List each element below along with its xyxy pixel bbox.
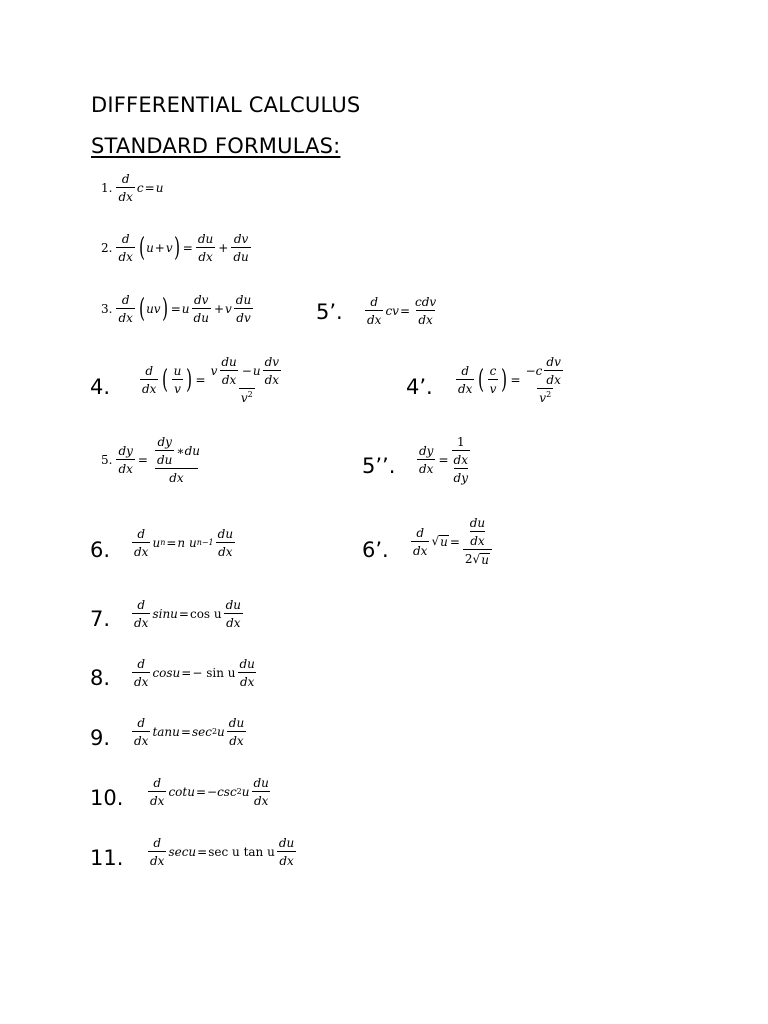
formula-number: 5.: [101, 453, 113, 467]
formula-1: 1. d dx c = u: [101, 172, 164, 204]
formula-number-11: 11.: [90, 846, 124, 870]
formula-number-8: 8.: [90, 666, 111, 690]
formula-6: d dx u n = n u n−1 du dx: [134, 527, 234, 559]
formula-number-10: 10.: [90, 786, 124, 810]
formula-4-prime: d dx ( c v ) = −c dv dx $v^2$: [454, 356, 569, 404]
formula-8: d dx cosu = − sin u du dx: [134, 657, 255, 689]
title-standard-formulas: STANDARD FORMULAS:: [91, 134, 341, 158]
formula-number: 1.: [101, 181, 113, 195]
formula-9: d dx tanu = sec 2 u du dx: [134, 716, 245, 748]
formula-10: d dx cotu = −csc 2 u du dx: [150, 776, 269, 808]
formula-number: 2.: [101, 241, 113, 255]
formula-5-prime: d dx cv = cdv dx: [367, 295, 437, 327]
formula-number: 3.: [101, 302, 113, 316]
formula-6-prime: d dx √ u = du dx 2 √ u: [409, 517, 494, 566]
formula-11: d dx secu = sec u tan u du dx: [150, 836, 295, 868]
title-differential-calculus: DIFFERENTIAL CALCULUS: [91, 93, 361, 117]
formula-number-7: 7.: [90, 607, 111, 631]
formula-number-4: 4.: [90, 375, 111, 399]
formula-number-5-prime: 5’.: [316, 300, 343, 324]
formula-number-6-prime: 6’.: [362, 538, 389, 562]
formula-number-4-prime: 4’.: [406, 375, 433, 399]
formula-5: 5. $\frac{dy}{dx}$ = dy du ∗ du dx: [101, 435, 200, 485]
formula-4: d dx ( u v ) = v du dx − u dv dx $v^2$: [138, 356, 287, 404]
formula-3: 3. d dx ( uv ) = u dv du + v du dv: [101, 294, 255, 324]
formula-number-5-double-prime: 5’’.: [362, 454, 396, 478]
formula-number-6: 6.: [90, 538, 111, 562]
formula-2: 2. d dx ( u + v ) = $\frac{du}{dx}$ + $\frac{dv}{du}$: [101, 233, 253, 263]
formula-number-9: 9.: [90, 726, 111, 750]
formula-7: d dx sinu = cos u du dx: [134, 598, 242, 630]
formula-5-double-prime: $\frac{dy}{dx}$ = 1 dx dy: [419, 435, 468, 485]
